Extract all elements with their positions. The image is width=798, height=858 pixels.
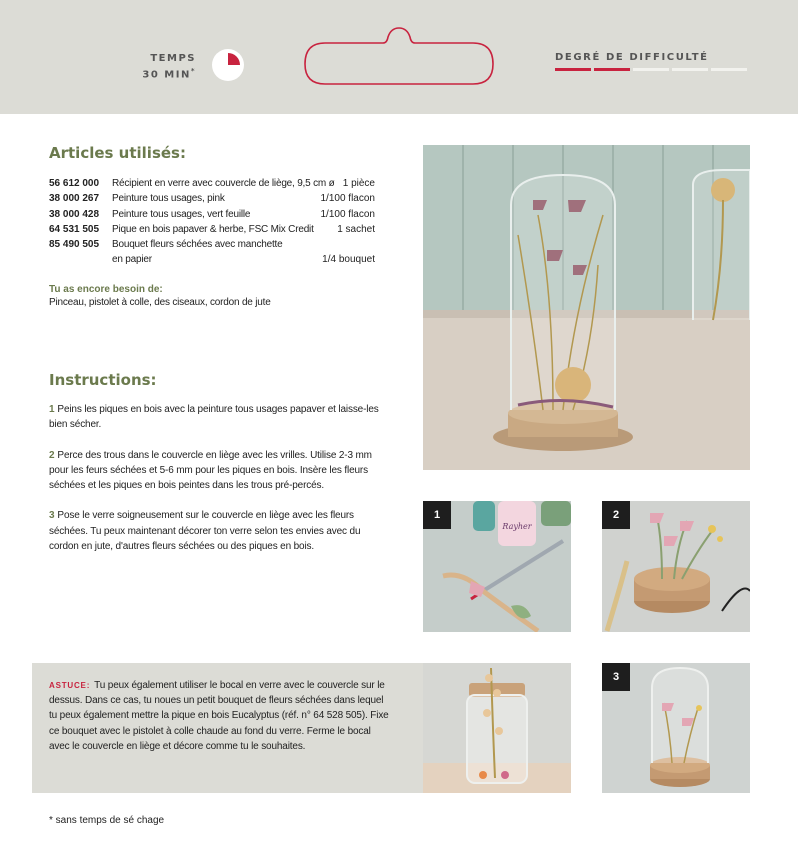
time-asterisk: * [190, 67, 196, 75]
article-ref: 38 000 267 [49, 193, 100, 205]
articles-list [49, 176, 375, 268]
tip-body: Tu peux également utiliser le bocal en verre avec le couvercle sur le dessus. Dans ce cas, tu noues un petit bouquet de fleurs séchées dans lequel tu peux également mettre la pique en bois Eucalyptus (réf. n° 64 528 505). Fixe ce bouquet avec le pistolet à colle chaude au fond du verre. Ferme le bocal avec le couvercle en liège et décore comme tu le souhaites. [49, 680, 389, 752]
needs-title: Tu as encore besoin de: [49, 284, 163, 295]
article-desc: en papier [112, 254, 152, 266]
article-qty: 1/100 flacon [320, 208, 375, 220]
header-band [0, 0, 798, 114]
articles-title: Articles utilisés: [49, 144, 186, 162]
article-ref: 38 000 428 [49, 208, 100, 220]
article-desc: Peinture tous usages, pink [112, 193, 225, 205]
step1-photo [423, 501, 571, 632]
main-photo [423, 145, 750, 470]
article-qty: 1 pièce [342, 178, 375, 189]
article-desc: Pique en bois papaver & herbe, FSC Mix Credit [112, 223, 314, 235]
difficulty-label: DEGRÉ DE DIFFICULTÉ [555, 52, 709, 63]
article-row [49, 252, 375, 267]
step-number: 3 [49, 510, 55, 522]
clock-icon [211, 48, 245, 82]
step1-badge: 1 [423, 501, 451, 529]
article-ref: 64 531 505 [49, 223, 100, 235]
time-label: TEMPS [150, 53, 196, 64]
footnote: * sans temps de sé chage [49, 815, 165, 826]
article-row [49, 207, 375, 222]
time-block [120, 52, 196, 81]
step-text: Perce des trous dans le couvercle en liège avec les vrilles. Utilise 2-3 mm pour les feurs séchées et 5-6 mm pour les piques en bois. Insère les fleurs séchées et les piques en bois peintes dans les trous pré-percés. [49, 449, 372, 492]
time-value: 30 MIN [142, 69, 191, 81]
tip-text [49, 678, 389, 754]
step-number: 2 [49, 449, 55, 461]
step-number: 1 [49, 404, 55, 415]
step3-badge: 3 [602, 663, 630, 691]
needs-text: Pinceau, pistolet à colle, des ciseaux, cordon de jute [49, 297, 271, 308]
difficulty-bar [672, 68, 708, 71]
step2-photo [602, 501, 750, 632]
article-row [49, 176, 375, 191]
step3-photo [602, 663, 750, 793]
article-qty: 1 sachet [337, 223, 375, 235]
article-desc: Bouquet fleurs séchées avec manchette [112, 239, 283, 251]
article-row [49, 222, 375, 237]
article-qty: 1/100 flacon [320, 193, 375, 205]
article-ref: 56 612 000 [49, 178, 100, 189]
article-row [49, 191, 375, 206]
instructions-steps [49, 402, 379, 569]
tip-photo [423, 663, 571, 793]
article-qty: 1/4 bouquet [322, 254, 375, 266]
article-desc: Récipient en verre avec couvercle de liège, 9,5 cm ø [112, 178, 335, 189]
difficulty-bar [633, 68, 669, 71]
instruction-step [49, 448, 379, 494]
step-text: Pose le verre soigneusement sur le couvercle en liège avec les fleurs séchées. Tu peux maintenant décorer ton verre selon tes envies avec du cordon en jute, d'autres fleurs séchées ou des piques en bois. [49, 510, 361, 553]
difficulty-meter [555, 68, 747, 71]
tip-label: ASTUCE: [49, 681, 91, 690]
difficulty-bar [555, 68, 591, 71]
difficulty-bar [594, 68, 630, 71]
difficulty-bar [711, 68, 747, 71]
step2-badge: 2 [602, 501, 630, 529]
instructions-title: Instructions: [49, 371, 157, 389]
article-row [49, 237, 375, 252]
instruction-step [49, 508, 379, 554]
title-frame [303, 26, 495, 86]
article-desc: Peinture tous usages, vert feuille [112, 208, 251, 220]
instruction-step [49, 402, 379, 433]
article-ref: 85 490 505 [49, 239, 100, 251]
step-text: Peins les piques en bois avec la peinture tous usages papaver et laisse-les bien sécher. [49, 404, 379, 431]
paint-label: Rayher [502, 522, 532, 531]
